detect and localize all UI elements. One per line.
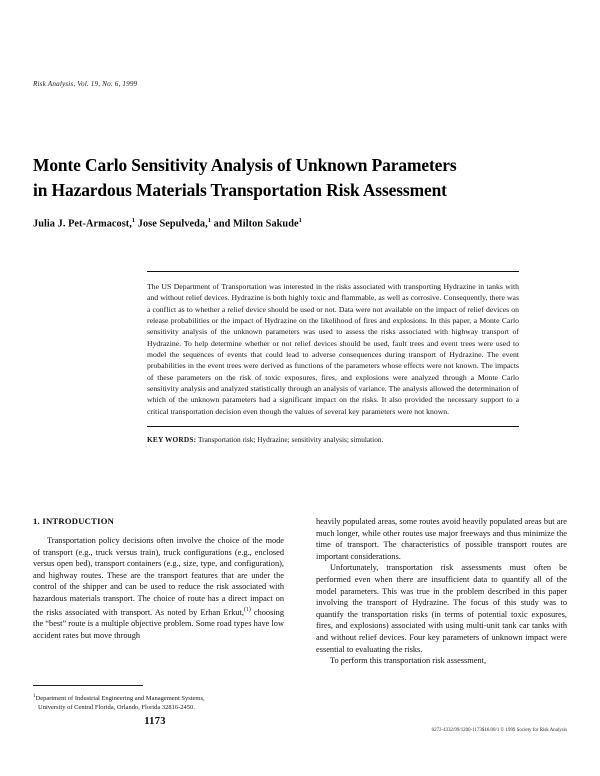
paragraph-text-a: Transportation policy decisions often involve the choice of the mode of transport (e.g., truck versus train), truck configurations (e.g., enclosed versus open bed), transport containers (e.g., size, type, and configuration), and highway routes. These are the transport features that are under the control of the shipper and can be used to reduce the risk associated with hazardous materials transport. The choice of route has a direct impact on the risks associated with transport. As noted by Erhan Erkut,	[33, 536, 284, 617]
abstract-text: The US Department of Transportation was interested in the risks associated with transporting Hydrazine in tanks with and without relief devices. Hydrazine is both highly toxic and flammable, as well as corrosive. Consequently, there was a conflict as to whether a relief device should be used or not. Data were not available on the impact of relief devices on release probabilities or the impact of Hydrazine on the likelihood of fires and explosions. In this paper, a Monte Carlo sensitivity analysis of the unknown parameters was used to assess the risks associated with highway transport of Hydrazine. To help determine whether or not relief devices should be used, fault trees and event trees were used to model the sequences of events that could lead to adverse consequences during transport of Hydrazine. The event probabilities in the event trees were derived as functions of the parameters whose effects were not known. The impacts of these parameters on the risk of toxic exposures, fires, and explosions were analyzed through a Monte Carlo sensitivity analysis and analyzed statistically through an analysis of variance. The analysis allowed the determination of which of the unknown parameters had a significant impact on the risks. It also provided the necessary support to a critical transportation decision even though the values of several key parameters were not known.	[147, 282, 519, 416]
title-line-1: Monte Carlo Sensitivity Analysis of Unknown Parameters	[33, 154, 457, 175]
section-heading-introduction: 1. INTRODUCTION	[33, 516, 115, 526]
footnote-line-2: University of Central Florida, Orlando, Florida 32816-2450.	[38, 704, 195, 712]
author-name-3: and Milton Sakude	[211, 218, 299, 230]
keywords-label: KEY WORDS:	[147, 435, 197, 445]
paragraph-intro-first	[33, 535, 284, 641]
title-line-2: in Hazardous Materials Transportation Risk Assessment	[33, 179, 447, 200]
page-title	[33, 153, 567, 203]
column-right	[316, 516, 567, 667]
keywords-values: Transportation risk; Hydrazine; sensitivity analysis; simulation.	[197, 435, 384, 445]
footnote-separator-rule	[33, 685, 143, 686]
footnote-line-1: Department of Industrial Engineering and Management Systems,	[35, 695, 205, 703]
author-name-1: Julia J. Pet-Armacost,	[33, 218, 132, 230]
author-name-2: Jose Sepulveda,	[135, 218, 208, 230]
column-left	[33, 516, 284, 641]
author-list	[33, 217, 567, 229]
abstract-top-rule	[147, 271, 519, 272]
paragraph-to-perform: To perform this transportation risk assessment,	[330, 656, 487, 666]
paragraph-unfortunately: Unfortunately, transportation risk assessments must often be performed even when there are insufficient data to quantify all of the model parameters. This was true in the problem described in this paper involving the transport of Hydrazine. The focus of this study was to quantify the transportation risks (in terms of potential toxic exposures, fires, and explosions) associated with using multi-unit tank car tanks with and without relief devices. Four key parameters of unknown impact were essential to evaluating the risks.	[316, 563, 567, 654]
author-affiliation-marker-1: 1	[131, 217, 136, 224]
page-number: 1173	[144, 716, 166, 727]
paragraph-intro-continued: heavily populated areas, some routes avoid heavily populated areas but are much longer, while other routes use major freeways and thus minimize the time of transport. The characteristics of possible transport routes are important considerations.	[316, 517, 567, 561]
abstract-bottom-rule	[147, 426, 519, 427]
abstract-block	[147, 271, 519, 445]
copyright-line: 0272-4332/99/1200-1173$16.00/1 © 1999 Society for Risk Analysis	[431, 728, 567, 733]
author-affiliation-marker-2: 1	[207, 217, 212, 224]
author-affiliation-marker-3: 1	[298, 217, 302, 224]
footnote-marker: 1	[33, 694, 36, 699]
footnote-affiliation	[33, 692, 285, 713]
citation-reference-1[interactable]: (1)	[244, 606, 251, 613]
paragraph-text-b: choosing the “best” route is a multiple objective problem. Some road types have low accident rates but move through	[33, 607, 284, 640]
running-head: Risk Analysis, Vol. 19, No. 6, 1999	[33, 80, 138, 88]
keywords-line	[147, 435, 519, 445]
